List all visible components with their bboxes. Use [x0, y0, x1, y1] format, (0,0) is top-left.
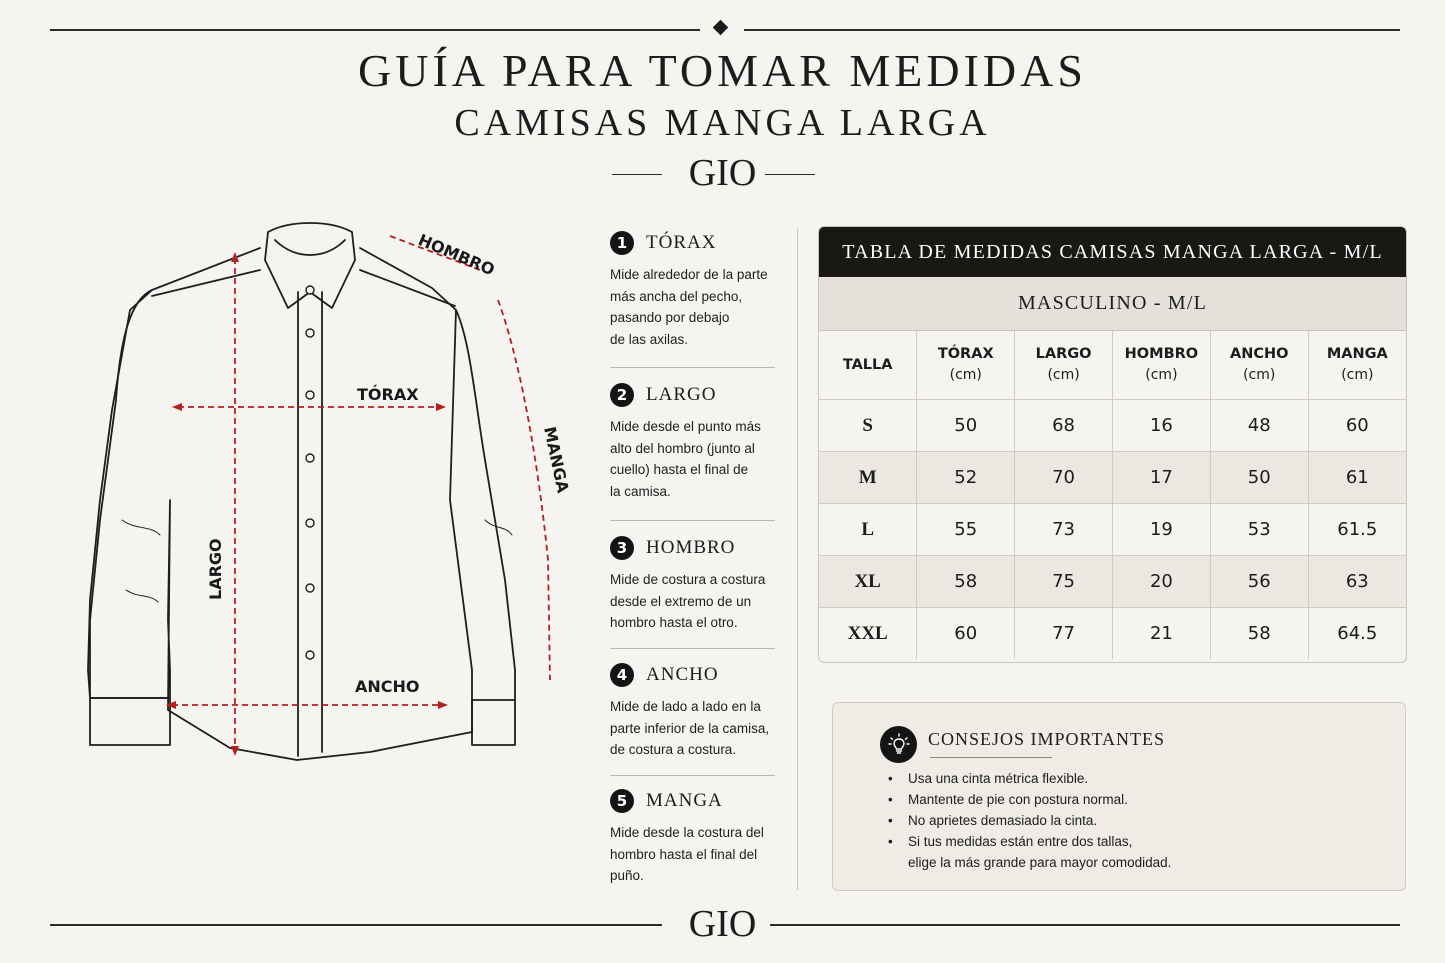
step-description: Mide de lado a lado en la parte inferior de la camisa, de costura a costura. [610, 699, 770, 757]
table-cell: 16 [1112, 400, 1210, 452]
step-number-5-icon: 5 [610, 789, 634, 813]
table-cell: 60 [917, 608, 1015, 660]
table-row [819, 608, 1406, 660]
tips-underline [930, 757, 1052, 758]
list-item: • Usa una cinta métrica flexible. [888, 768, 1171, 789]
table-cell: 17 [1112, 452, 1210, 504]
table-cell: 60 [1308, 400, 1406, 452]
hombro-label: HOMBRO [415, 230, 498, 280]
table-cell: 58 [917, 556, 1015, 608]
step-title: ANCHO [646, 664, 719, 685]
diamond-ornament-icon [713, 20, 729, 36]
step-torax [610, 231, 780, 350]
table-cell: 21 [1112, 608, 1210, 660]
step-title: HOMBRO [646, 537, 736, 558]
step-largo [610, 383, 780, 502]
header-rule-right [744, 29, 1400, 31]
step-description: Mide de costura a costura desde el extremo de un hombro hasta el otro. [610, 572, 766, 630]
size-table-subtitle: MASCULINO - M/L [819, 277, 1406, 331]
shirt-diagram [60, 200, 580, 770]
list-item: • Si tus medidas están entre dos tallas, elige la más grande para mayor comodidad. [888, 831, 1171, 873]
table-cell: 73 [1015, 504, 1113, 556]
step-manga [610, 789, 780, 887]
brand-logo: GIO [688, 152, 757, 194]
list-item: • No aprietes demasiado la cinta. [888, 810, 1171, 831]
table-cell: 61 [1308, 452, 1406, 504]
table-cell: 68 [1015, 400, 1113, 452]
size-table-grid [819, 331, 1406, 659]
step-title: LARGO [646, 384, 717, 405]
table-header-row [819, 331, 1406, 400]
shirt-button [306, 651, 314, 659]
ancho-label: ANCHO [355, 677, 420, 696]
manga-measure-line [498, 300, 550, 680]
size-cell: M [819, 452, 917, 504]
column-divider [797, 228, 798, 890]
table-cell: 48 [1210, 400, 1308, 452]
header-rule-left [50, 29, 700, 31]
tips-list [888, 768, 1171, 873]
tips-title: CONSEJOS IMPORTANTES [928, 729, 1166, 749]
table-row [819, 400, 1406, 452]
step-divider [610, 775, 775, 776]
list-item-continuation: elige la más grande para mayor comodidad. [908, 855, 1172, 870]
shirt-button [306, 329, 314, 337]
manga-label: MANGA [540, 424, 573, 495]
column-header: ANCHO (cm) [1210, 331, 1308, 400]
table-cell: 75 [1015, 556, 1113, 608]
shirt-button [306, 519, 314, 527]
step-title: MANGA [646, 790, 723, 811]
table-cell: 20 [1112, 556, 1210, 608]
step-number-4-icon: 4 [610, 663, 634, 687]
list-item: • Mantente de pie con postura normal. [888, 789, 1171, 810]
table-cell: 64.5 [1337, 623, 1378, 644]
page-subtitle: CAMISAS MANGA LARGA [454, 102, 991, 144]
table-cell: 50 [1210, 452, 1308, 504]
step-ancho [610, 663, 780, 761]
step-number-1-icon: 1 [610, 231, 634, 255]
shirt-button [306, 391, 314, 399]
size-cell: XXL [819, 608, 917, 660]
table-row [819, 504, 1406, 556]
table-cell: 70 [1015, 452, 1113, 504]
lightbulb-icon [880, 726, 917, 763]
shirt-right-sleeve [456, 310, 515, 745]
table-cell: 77 [1015, 608, 1113, 660]
table-row [819, 556, 1406, 608]
shirt-button [306, 584, 314, 592]
size-cell: S [819, 400, 917, 452]
step-hombro [610, 536, 780, 634]
size-cell: XL [819, 556, 917, 608]
table-cell: 63 [1308, 556, 1406, 608]
table-cell: 52 [917, 452, 1015, 504]
step-divider [610, 648, 775, 649]
page-title: GUÍA PARA TOMAR MEDIDAS [358, 45, 1087, 96]
column-header: HOMBRO (cm) [1112, 331, 1210, 400]
size-cell: L [819, 504, 917, 556]
size-table-title: TABLA DE MEDIDAS CAMISAS MANGA LARGA - M/L [819, 227, 1406, 277]
shirt-button [306, 454, 314, 462]
step-divider [610, 520, 775, 521]
torax-label: TÓRAX [357, 385, 419, 404]
shirt-button [306, 286, 314, 294]
column-header: TALLA [819, 331, 917, 400]
footer-brand-logo: GIO [688, 903, 757, 945]
brand-rule-left [612, 174, 662, 175]
step-number-2-icon: 2 [610, 383, 634, 407]
table-cell: 56 [1210, 556, 1308, 608]
brand-rule-right [765, 174, 815, 175]
table-row [819, 452, 1406, 504]
shirt-left-sleeve [90, 290, 170, 745]
shirt-collar [265, 223, 355, 308]
column-header: TÓRAX (cm) [917, 331, 1015, 400]
size-table [818, 226, 1407, 663]
step-description: Mide desde el punto más alto del hombro (junto al cuello) hasta el final de la camisa. [610, 419, 761, 499]
footer-rule-right [770, 924, 1400, 926]
table-cell: 61.5 [1308, 504, 1406, 556]
table-cell: 55 [917, 504, 1015, 556]
column-header: LARGO (cm) [1015, 331, 1113, 400]
step-description: Mide desde la costura del hombro hasta el final del puño. [610, 825, 764, 883]
step-title: TÓRAX [646, 232, 717, 253]
largo-label: LARGO [206, 538, 225, 600]
step-divider [610, 367, 775, 368]
table-cell: 50 [917, 400, 1015, 452]
table-cell: 58 [1210, 608, 1308, 660]
step-number-3-icon: 3 [610, 536, 634, 560]
table-cell: 53 [1210, 504, 1308, 556]
column-header: MANGA (cm) [1308, 331, 1406, 400]
step-description: Mide alrededor de la parte más ancha del pecho, pasando por debajo de las axilas. [610, 267, 768, 347]
table-cell: 19 [1112, 504, 1210, 556]
